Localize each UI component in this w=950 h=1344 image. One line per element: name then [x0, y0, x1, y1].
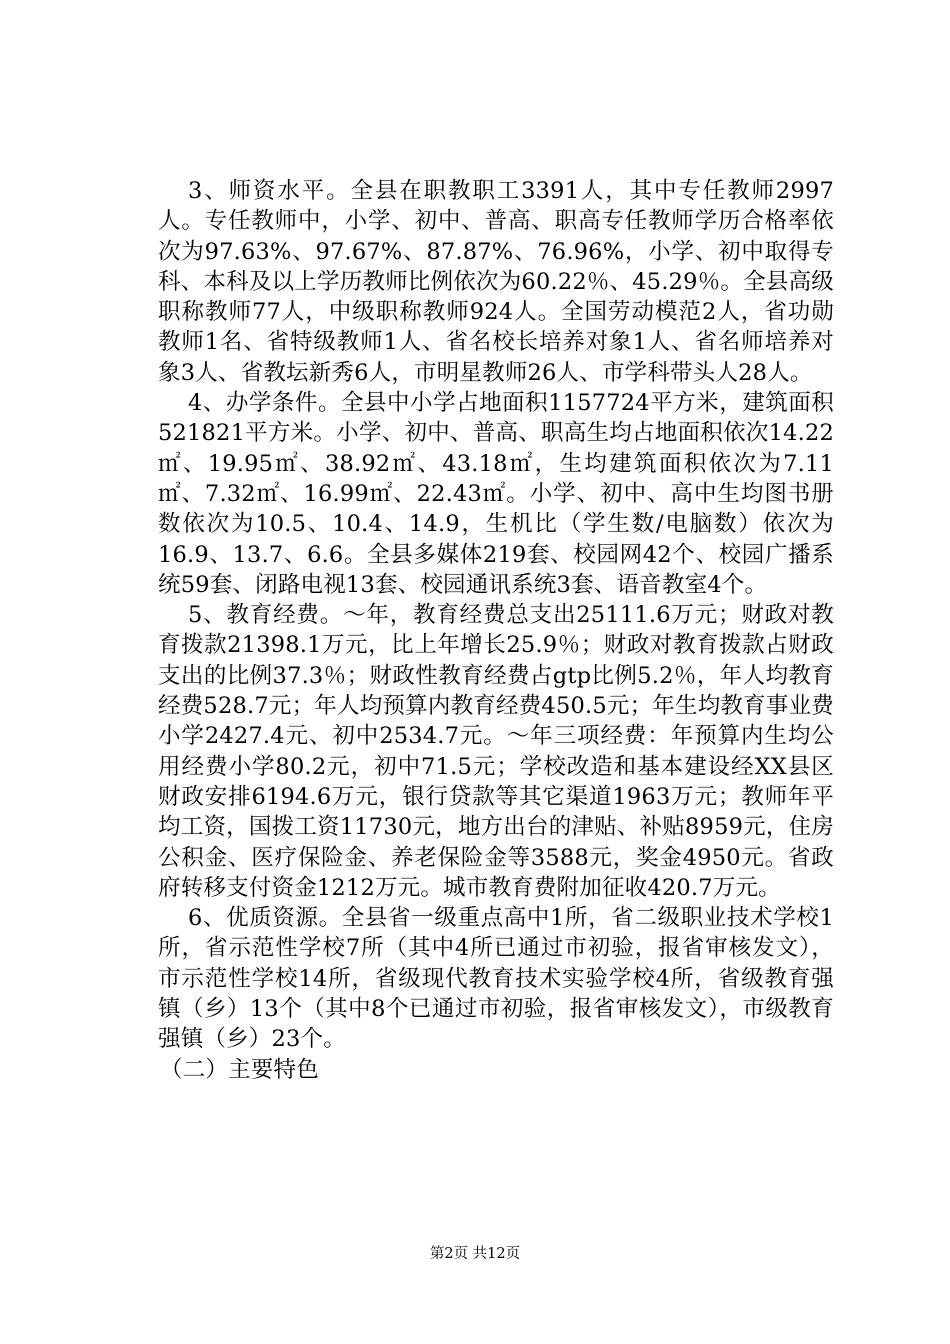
page-number-footer: 第2页 共12页 — [429, 1246, 521, 1262]
document-body — [158, 176, 834, 1085]
paragraph-facilities: 4、办学条件。全县中小学占地面积1157724平方米，建筑面积521821平方米。小学、初中、普高、职高生均占地面积依次14.22㎡、19.95㎡、38.92㎡、43.18㎡，生均建筑面积依次为7.11㎡、7.32㎡、16.99㎡、22.43㎡。小学、初中、高中生均图书册数依次为10.5、10.4、14.9，生机比（学生数/电脑数）依次为16.9、13.7、6.6。全县多媒体219套、校园网42个、校园广播系统59套、闭路电视13套、校园通讯系统3套、语音教室4个。 — [158, 390, 834, 598]
paragraph-teachers: 3、师资水平。全县在职教职工3391人，其中专任教师2997人。专任教师中，小学、初中、普高、职高专任教师学历合格率依次为97.63%、97.67%、87.87%、76.96%，小学、初中取得专科、本科及以上学历教师比例依次为60.22％、45.29％。全县高级职称教师77人，中级职称教师924人。全国劳动模范2人，省功勋教师1名、省特级教师1人、省名校长培养对象1人、省名师培养对象3人、省教坛新秀6人，市明星教师26人、市学科带头人28人。 — [158, 178, 834, 386]
paragraph-funding: 5、教育经费。～年，教育经费总支出25111.6万元；财政对教育拨款21398.1万元，比上年增长25.9％；财政对教育拨款占财政支出的比例37.3％；财政性教育经费占gtp比例5.2％，年人均教育经费528.7元；年人均预算内教育经费450.5元；年生均教育事业费小学2427.4元、初中2534.7元。～年三项经费：年预算内生均公用经费小学80.2元，初中71.5元；学校改造和基本建设经XX县区财政安排6194.6万元，银行贷款等其它渠道1963万元；教师年平均工资，国拨工资11730元，地方出台的津贴、补贴8959元，住房公积金、医疗保险金、养老保险金等3588元，奖金4950元。省政府转移支付资金1212万元。城市教育费附加征收420.7万元。 — [158, 602, 834, 901]
paragraph-resources: 6、优质资源。全县省一级重点高中1所，省二级职业技术学校1所，省示范性学校7所（其中4所已通过市初验，报省审核发文），市示范性学校14所，省级现代教育技术实验学校4所，省级教育强镇（乡）13个（其中8个已通过市初验，报省审核发文），市级教育强镇（乡）23个。 — [158, 905, 834, 1053]
section-subheading: （二）主要特色 — [160, 1056, 319, 1083]
